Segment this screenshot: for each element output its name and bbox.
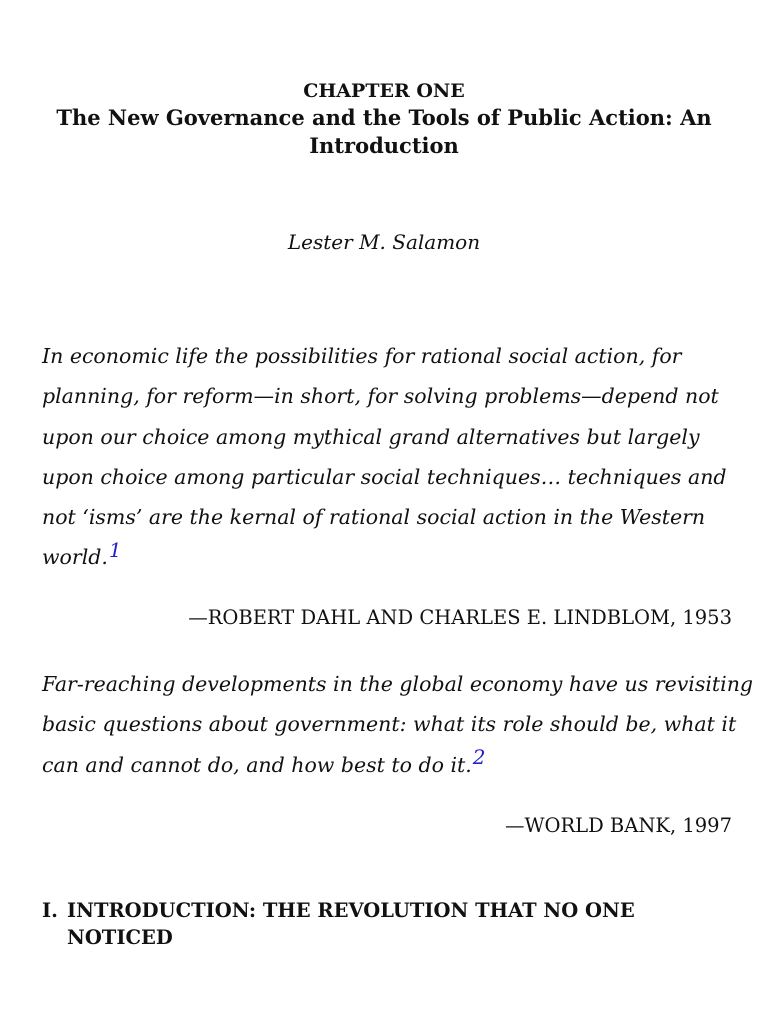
section-number: I.: [42, 899, 58, 922]
epigraph-line-last: [42, 745, 732, 785]
epigraph-attribution: —ROBERT DAHL AND CHARLES E. LINDBLOM, 1953: [188, 606, 732, 629]
epigraph-quote: [42, 664, 754, 785]
epigraph-attribution: —WORLD BANK, 1997: [504, 814, 732, 837]
epigraph-line-text: world.: [42, 545, 108, 570]
epigraph-line-last: [42, 537, 732, 577]
epigraph-line: upon choice among particular social techniques… techniques and: [42, 464, 727, 489]
epigraph-line: upon our choice among mythical grand alternatives but largely: [42, 424, 700, 449]
section-title: INTRODUCTION: THE REVOLUTION THAT NO ONE NOTICED: [67, 899, 635, 949]
footnote-link[interactable]: 2: [472, 744, 486, 769]
author-name: Lester M. Salamon: [287, 230, 481, 254]
epigraph-line: not ‘isms’ are the kernal of rational social action in the Western: [42, 505, 706, 530]
footnote-link[interactable]: 1: [108, 537, 122, 562]
epigraph-line: planning, for reform—in short, for solving problems—depend not: [42, 384, 719, 409]
epigraph-line: basic questions about government: what its role should be, what it: [42, 712, 737, 737]
epigraph-line-text: can and cannot do, and how best to do it.: [42, 752, 472, 777]
section-heading: [42, 897, 702, 951]
chapter-title: The New Governance and the Tools of Public Action: An Introduction: [56, 105, 712, 158]
epigraph-line: In economic life the possibilities for rational social action, for: [42, 344, 682, 368]
chapter-label: CHAPTER ONE: [303, 80, 465, 102]
epigraph-line: Far-reaching developments in the global economy have us revisiting: [42, 672, 754, 696]
epigraph-quote: [42, 336, 732, 578]
